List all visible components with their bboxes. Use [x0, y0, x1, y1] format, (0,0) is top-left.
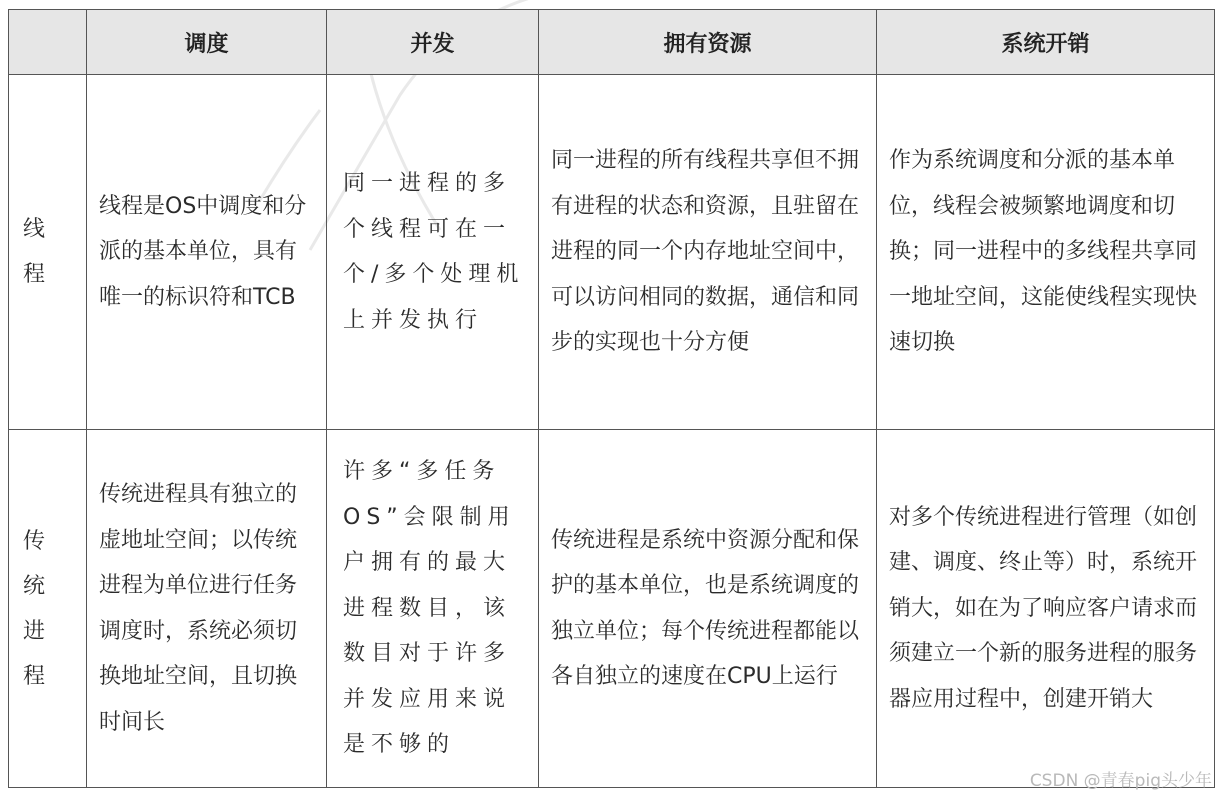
row-label-char: 线: [23, 217, 46, 242]
row-label-char: 程: [23, 262, 46, 287]
row-label-char: 统: [23, 573, 46, 599]
cell-thread-overhead: 作为系统调度和分派的基本单位，线程会被频繁地调度和切换；同一进程中的多线程共享同一地址空间，这能使线程实现快速切换: [877, 75, 1215, 430]
row-label-char: 进: [23, 618, 46, 644]
cell-thread-concurrency: 同一进程的多个线程可在一个/多个处理机上并发执行: [327, 75, 539, 430]
header-concurrency: 并发: [327, 10, 539, 75]
csdn-watermark: CSDN @青春pig头少年: [1029, 771, 1212, 791]
cell-process-concurrency: 许多“多任务OS”会限制用户拥有的最大进程数目，该数目对于许多并发应用来说是不够的: [327, 430, 539, 788]
header-resources: 拥有资源: [539, 10, 877, 75]
row-label-process: [9, 430, 87, 788]
cell-process-scheduling: 传统进程具有独立的虚地址空间；以传统进程为单位进行任务调度时，系统必须切换地址空间，且切换时间长: [87, 430, 327, 788]
row-label-char: 程: [23, 663, 46, 689]
header-row: [9, 10, 1215, 75]
row-label-thread: [9, 75, 87, 430]
table-row-thread: [9, 75, 1215, 430]
cell-thread-scheduling: 线程是OS中调度和分派的基本单位，具有唯一的标识符和TCB: [87, 75, 327, 430]
comparison-table: [8, 9, 1215, 788]
header-scheduling: 调度: [87, 10, 327, 75]
cell-process-resources: 传统进程是系统中资源分配和保护的基本单位，也是系统调度的独立单位；每个传统进程都能以各自独立的速度在CPU上运行: [539, 430, 877, 788]
header-system-overhead: 系统开销: [877, 10, 1215, 75]
row-label-char: 传: [23, 528, 46, 554]
cell-process-overhead: 对多个传统进程进行管理（如创建、调度、终止等）时，系统开销大，如在为了响应客户请求而须建立一个新的服务进程的服务器应用过程中，创建开销大: [877, 430, 1215, 788]
table-row-process: [9, 430, 1215, 788]
cell-thread-resources: 同一进程的所有线程共享但不拥有进程的状态和资源，且驻留在进程的同一个内存地址空间中，可以访问相同的数据，通信和同步的实现也十分方便: [539, 75, 877, 430]
header-corner: [9, 10, 87, 75]
